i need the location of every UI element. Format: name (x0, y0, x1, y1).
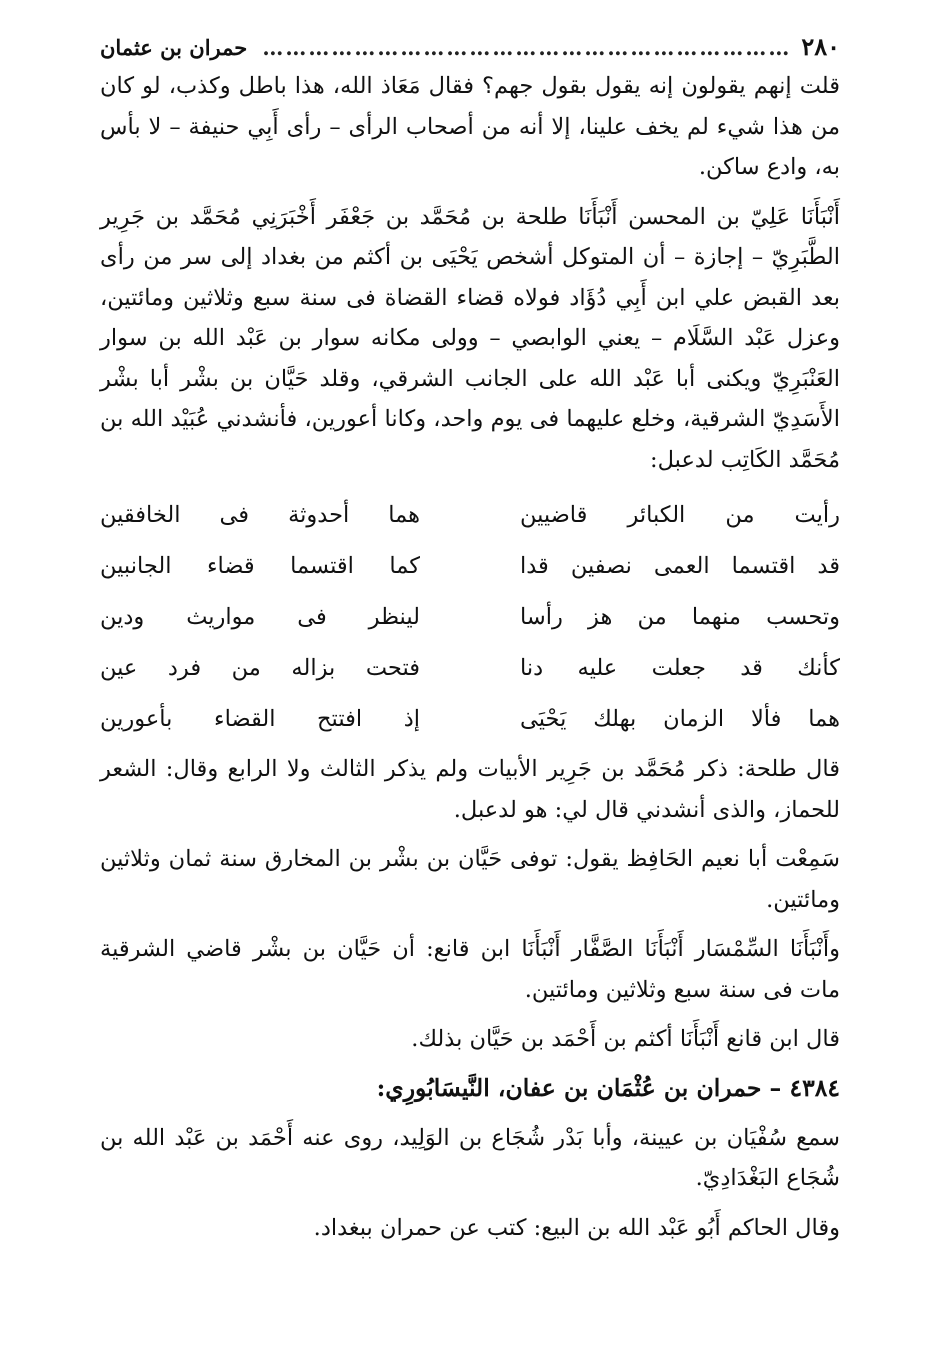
verse-second-hemistich: فتحت بزاله من فرد عين (100, 655, 420, 681)
page-number: ٢٨٠ (801, 32, 840, 61)
entry-heading: ٤٣٨٤ – حمران بن عُثْمَان بن عفان، النَّيسَابُورِي: (376, 1073, 840, 1102)
page-header (100, 30, 840, 66)
verse-first-hemistich: كأنك قد جعلت عليه دنا (520, 655, 840, 681)
paragraph-ibn-qani-report: وأَنْبَأَنَا السِّمْسَار أَنْبَأَنَا الصَّفَّار أَنْبَأَنَا ابن قانع: أن حَيَّان بن بشْر قاضي الشرقية مات فى سنة سبع وثلاثين ومائتين. (100, 936, 840, 1003)
poem-verse (100, 694, 840, 745)
verse-second-hemistich: كما اقتسما قضاء الجانبين (100, 553, 420, 579)
verse-first-hemistich: وتحسب منهما من هز رأسا (520, 604, 840, 630)
header-leader-dots: …………………………………………………………… (262, 35, 792, 60)
poem-verse (100, 592, 840, 643)
verse-second-hemistich: إذ افتتح القضاء بأعورين (100, 706, 420, 732)
verse-second-hemistich: هما أحدوثة فى الخافقين (100, 502, 420, 528)
verse-first-hemistich: قد اقتسما العمى نصفين قدا (520, 553, 840, 579)
running-title: حمران بن عثمان (100, 35, 248, 60)
poem-verse (100, 490, 840, 541)
paragraph-appointment: أَنْبَأَنَا عَلِيّ بن المحسن أَنْبَأَنَا طلحة بن مُحَمَّد بن جَعْفَر أَخْبَرَنِي مُحَمَّد بن جَرِير الطَّبَرِيّ – إجازة – أن المتوكل أشخص يَحْيَى بن أكثم من بغداد إلى سر من رأى بعد القبض علي ابن أَبِي دُؤَاد فولاه قضاء القضاة فى سنة سبع وثلاثين ومائتين، وعزل عَبْد السَّلَام – يعني الوابصي – وولى مكانه سوار بن عَبْد الله بن سوار العَنْبَرِيّ ويكنى أبا عَبْد الله على الجانب الشرقي، وقلد حَيَّان بن بشْر أبا بشْر الأَسَدِيّ الشرقية، وخلع عليهما فى يوم واحد، وكانا أعورين، فأنشدني عُبَيْد الله بن مُحَمَّد الكَاتِب لدعبل: (100, 203, 840, 473)
verse-first-hemistich: رأيت من الكبائر قاضيين (520, 502, 840, 528)
verse-first-hemistich: هما فألا الزمان بهلك يَحْيَى (520, 706, 840, 732)
paragraph-death-report: سَمِعْت أبا نعيم الحَافِظ يقول: توفى حَيَّان بن بشْر بن المخارق سنة ثمان وثلاثين ومائتين. (100, 846, 840, 913)
paragraph-talha-note: قال طلحة: ذكر مُحَمَّد بن جَرِير الأبيات ولم يذكر الثالث ولا الرابع وقال: الشعر للحماز، والذى أنشدني قال لي: هو لدعبل. (100, 756, 840, 823)
poem (100, 490, 840, 745)
poem-verse (100, 643, 840, 694)
paragraph-opinion: قلت إنهم يقولون إنه يقول بقول جهم؟ فقال مَعَاذ الله، هذا باطل وكذب، لو كان من هذا شيء لم يخف علينا، إلا أنه من أصحاب الرأى – رأى أَبِي حنيفة – لا بأس به، وادع ساكن. (100, 73, 840, 180)
poem-verse (100, 541, 840, 592)
paragraph-entry-narrators: سمع سُفْيَان بن عيينة، وأبا بَدْر شُجَاع بن الوَلِيد، روى عنه أَحْمَد بن عَبْد الله بن شُجَاع البَغْدَادِيّ. (100, 1124, 840, 1191)
document-page (100, 30, 840, 1330)
paragraph-aktham-confirmation: قال ابن قانع أَنْبَأَنَا أكثم بن أَحْمَد بن حَيَّان بذلك. (411, 1026, 840, 1052)
paragraph-entry-hakim: وقال الحاكم أَبُو عَبْد الله بن البيع: كتب عن حمران ببغداد. (313, 1214, 840, 1241)
verse-second-hemistich: لينظر فى مواريث ودين (100, 604, 420, 630)
